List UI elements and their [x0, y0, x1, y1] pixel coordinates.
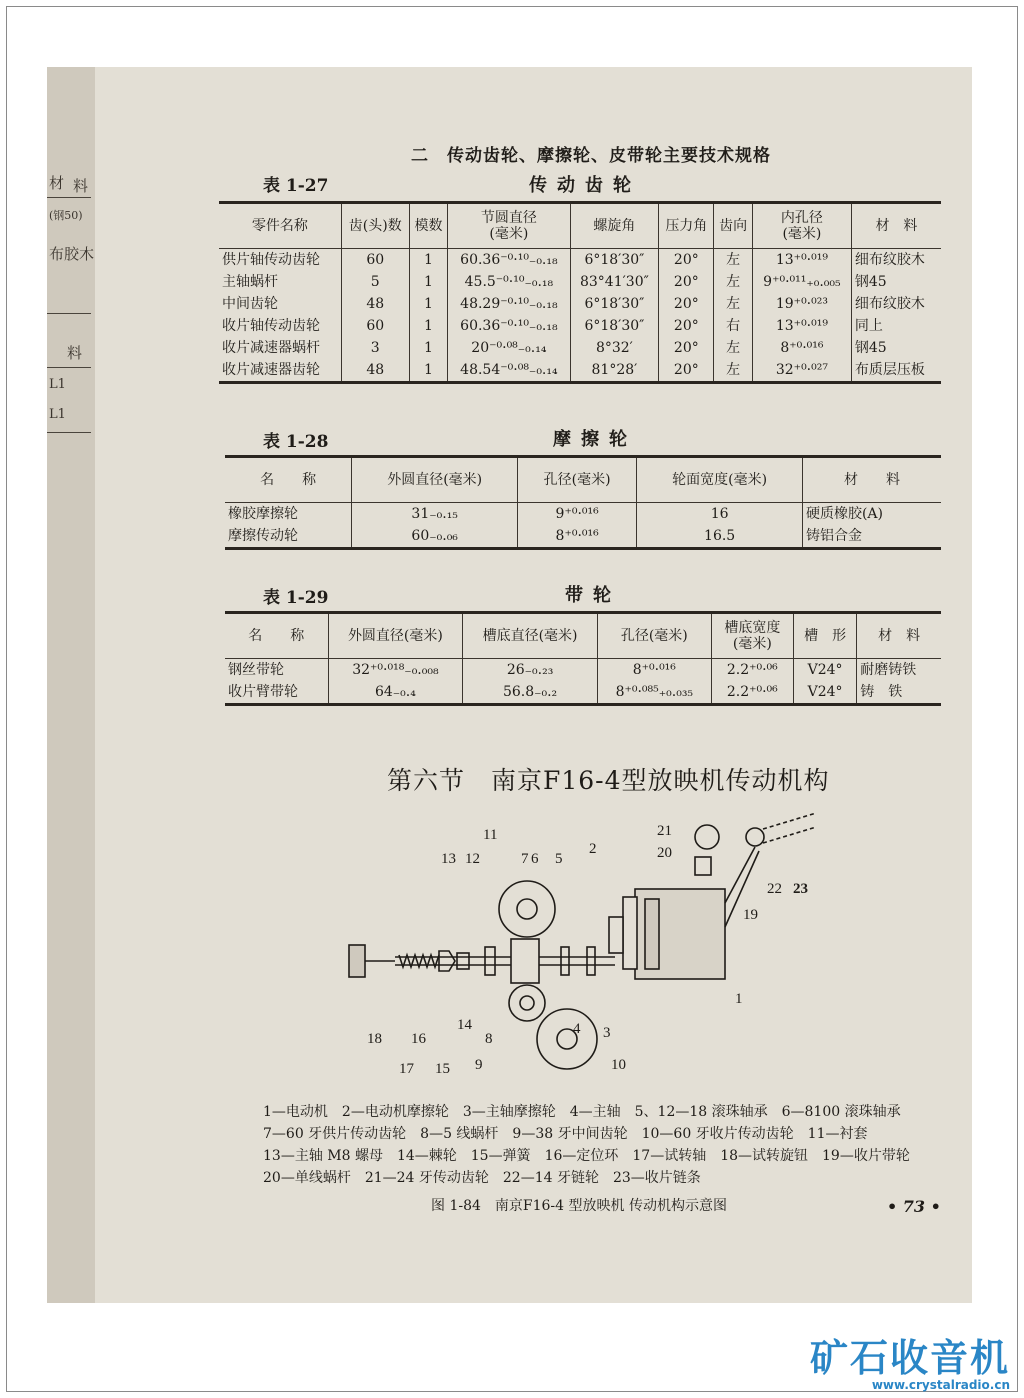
table-cell: 左: [714, 293, 753, 315]
table-cell: 64₋₀.₄: [328, 681, 463, 705]
prev-fragment: 材: [49, 174, 65, 192]
diagram-label: 12: [465, 851, 480, 867]
table-cell: 31₋₀.₁₅: [352, 503, 518, 526]
table-cell: 左: [714, 337, 753, 359]
table-id: 表 1-29: [263, 588, 329, 608]
bearing: [561, 947, 569, 975]
table-row: [219, 249, 941, 272]
table-cell: 5: [341, 271, 409, 293]
table-header-cell: 槽底直径(毫米): [463, 613, 598, 659]
table-header-cell: 齿向: [714, 203, 753, 249]
table-cell: 收片轴传动齿轮: [219, 315, 341, 337]
table-header-cell: 节圆直径 (毫米): [448, 203, 570, 249]
table-cell: 6°18′30″: [570, 249, 659, 272]
table-cell: 8⁺⁰·⁰¹⁶: [518, 525, 637, 549]
figure-caption: 图 1-84 南京F16-4 型放映机 传动机构示意图: [431, 1198, 727, 1214]
diagram-label: 9: [475, 1057, 483, 1073]
table-header-cell: 材 料: [851, 203, 941, 249]
table-cell: 32⁺⁰·⁰²⁷: [752, 359, 851, 383]
table-cell: 16: [637, 503, 803, 526]
table-cell: 收片臂带轮: [225, 681, 328, 705]
table-id: 表 1-27: [263, 176, 329, 196]
table-cell: 20°: [659, 337, 714, 359]
table-header-cell: 名 称: [225, 613, 328, 659]
table-cell: 60: [341, 315, 409, 337]
table-cell: 细布纹胶木: [854, 252, 925, 268]
table-cell: 60: [341, 249, 409, 272]
table-cell: 细布纹胶木: [854, 296, 925, 312]
table-cell: 摩擦传动轮: [225, 525, 352, 549]
book-page: [95, 67, 972, 1303]
table-cell: V24°: [793, 659, 856, 682]
table-header-cell: 槽 形: [793, 613, 856, 659]
table-header-cell: 名 称: [225, 457, 352, 503]
prev-fragment: L1: [49, 407, 66, 422]
diagram-label: 5: [555, 851, 563, 867]
table-header-cell: 齿(头)数: [341, 203, 409, 249]
diagram-label: 16: [411, 1031, 426, 1047]
table-cell: 1: [409, 359, 448, 383]
table-cell: 8⁺⁰·⁰¹⁶: [597, 659, 711, 682]
sprocket: [746, 828, 764, 846]
table-gears: [219, 201, 941, 384]
diagram-label: 4: [573, 1021, 581, 1037]
prev-fragment: 布胶木: [49, 245, 95, 263]
table-cell: 铸铝合金: [805, 528, 862, 544]
scanned-page: [47, 67, 972, 1303]
diagram-label: 2: [589, 841, 597, 857]
table-cell: 20⁻⁰·⁰⁸₋₀.₁₄: [448, 337, 570, 359]
diagram-label: 15: [435, 1061, 450, 1077]
diagram-label: 11: [483, 827, 498, 843]
diagram-label: 14: [457, 1017, 472, 1033]
diagram-label: 13: [441, 851, 456, 867]
watermark-url: www.crystalradio.cn: [871, 1378, 1010, 1392]
table-cell: 收片减速器蜗杆: [219, 337, 341, 359]
watermark-title: 矿石收音机: [809, 1336, 1010, 1380]
supply-gear: [499, 881, 555, 937]
table-cell: 13⁺⁰·⁰¹⁹: [752, 249, 851, 272]
transmission-diagram: [335, 807, 815, 1107]
table-cell: 9⁺⁰·⁰¹¹₊₀.₀₀₅: [752, 271, 851, 293]
diagram-label: 18: [367, 1031, 382, 1047]
table-cell: 13⁺⁰·⁰¹⁹: [752, 315, 851, 337]
table-cell: 主轴蜗杆: [219, 271, 341, 293]
table-cell: 1: [409, 271, 448, 293]
table-header-cell: 孔径(毫米): [597, 613, 711, 659]
table-cell: V24°: [793, 681, 856, 705]
prev-fragment: 料: [67, 344, 83, 362]
table-friction-wheels: [225, 455, 941, 550]
ratchet: [439, 951, 455, 971]
table-cell: 16.5: [637, 525, 803, 549]
intermediate-gear: [509, 985, 545, 1021]
diagram-label: 3: [603, 1025, 611, 1041]
table-row: [225, 525, 941, 549]
table-cell: 2.2⁺⁰·⁰⁶: [711, 681, 793, 705]
table-cell: 6°18′30″: [570, 315, 659, 337]
table-cell: 钢45: [854, 274, 887, 290]
worm: [511, 939, 539, 983]
table-cell: 60.36⁻⁰·¹⁰₋₀.₁₈: [448, 249, 570, 272]
table-header-cell: 槽底宽度 (毫米): [711, 613, 793, 659]
table-caption: 传动齿轮: [529, 175, 641, 196]
table-cell: 20°: [659, 293, 714, 315]
legend-line: 20—单线蜗杆 21—24 牙传动齿轮 22—14 牙链轮 23—收片链条: [263, 1170, 701, 1186]
table-cell: 铸 铁: [860, 684, 903, 700]
table-cell: 48: [341, 293, 409, 315]
table-cell: 19⁺⁰·⁰²³: [752, 293, 851, 315]
diagram-label: 20: [657, 845, 672, 861]
table-row: [225, 681, 941, 705]
table-cell: 1: [409, 293, 448, 315]
table-cell: 橡胶摩擦轮: [225, 503, 352, 526]
table-cell: 布质层压板: [854, 362, 925, 378]
table-cell: 耐磨铸铁: [860, 662, 917, 678]
table-row: [219, 359, 941, 383]
table-cell: 20°: [659, 249, 714, 272]
diagram-label: 22: [767, 881, 782, 897]
table-id: 表 1-28: [263, 432, 329, 452]
diagram-label: 23: [793, 881, 808, 897]
table-cell: 45.5⁻⁰·¹⁰₋₀.₁₈: [448, 271, 570, 293]
diagram-label: 6: [531, 851, 539, 867]
table-cell: 左: [714, 271, 753, 293]
table-header-cell: 压力角: [659, 203, 714, 249]
diagram-label: 19: [743, 907, 758, 923]
page-number: • 73 •: [887, 1197, 941, 1216]
table-cell: 8°32′: [570, 337, 659, 359]
bearing: [485, 947, 495, 975]
diagram-label: 8: [485, 1031, 493, 1047]
table-cell: 48.54⁻⁰·⁰⁸₋₀.₁₄: [448, 359, 570, 383]
legend-line: 7—60 牙供片传动齿轮 8—5 线蜗杆 9—38 牙中间齿轮 10—60 牙收片传动齿轮 11—衬套: [263, 1126, 868, 1142]
page-heading: 二 传动齿轮、摩擦轮、皮带轮主要技术规格: [411, 146, 771, 166]
diagram-label: 1: [735, 991, 743, 1007]
table-cell: 1: [409, 315, 448, 337]
table-cell: 8⁺⁰·⁰⁸⁵₊₀.₀₃₅: [597, 681, 711, 705]
table-header-cell: 模数: [409, 203, 448, 249]
diagram-label: 17: [399, 1061, 414, 1077]
prev-fragment: L1: [49, 377, 66, 392]
diagram-label: 10: [611, 1057, 626, 1073]
table-row: [225, 659, 941, 682]
prev-fragment: 料: [73, 177, 89, 195]
table-cell: 中间齿轮: [219, 293, 341, 315]
table-header-cell: 外圆直径(毫米): [328, 613, 463, 659]
table-cell: 20°: [659, 315, 714, 337]
table-header-cell: 材 料: [802, 457, 941, 503]
table-cell: 9⁺⁰·⁰¹⁶: [518, 503, 637, 526]
table-header-cell: 螺旋角: [570, 203, 659, 249]
table-cell: 1: [409, 249, 448, 272]
legend-line: 1—电动机 2—电动机摩擦轮 3—主轴摩擦轮 4—主轴 5、12—18 滚珠轴承 6—8100 滚珠轴承: [263, 1104, 901, 1120]
table-cell: 60.36⁻⁰·¹⁰₋₀.₁₈: [448, 315, 570, 337]
table-cell: 硬质橡胶(A): [805, 506, 884, 522]
table-cell: 钢45: [854, 340, 887, 356]
table-cell: 20°: [659, 359, 714, 383]
takeup-gear: [537, 1009, 597, 1069]
table-cell: 32⁺⁰·⁰¹⁸₋₀.₀₀₈: [328, 659, 463, 682]
test-knob: [349, 945, 365, 977]
table-cell: 48.29⁻⁰·¹⁰₋₀.₁₈: [448, 293, 570, 315]
table-cell: 60₋₀.₀₆: [352, 525, 518, 549]
table-cell: 收片减速器齿轮: [219, 359, 341, 383]
table-cell: 钢丝带轮: [225, 659, 328, 682]
diagram-label: 21: [657, 823, 672, 839]
worm-gear: [695, 825, 719, 849]
table-row: [225, 503, 941, 526]
chain: [763, 811, 815, 829]
table-header-cell: 内孔径 (毫米): [752, 203, 851, 249]
figure-legend: [263, 1101, 910, 1189]
table-cell: 3: [341, 337, 409, 359]
prev-fragment: (钢50): [49, 209, 83, 222]
table-header-cell: 材 料: [857, 613, 941, 659]
table-belt-pulleys: [225, 611, 941, 706]
table-cell: 56.8₋₀.₂: [463, 681, 598, 705]
previous-page-edge: [47, 67, 97, 1303]
table-cell: 2.2⁺⁰·⁰⁶: [711, 659, 793, 682]
table-cell: 26₋₀.₂₃: [463, 659, 598, 682]
table-cell: 48: [341, 359, 409, 383]
diagram-label: 7: [521, 851, 529, 867]
table-cell: 81°28′: [570, 359, 659, 383]
section-title: 第六节 南京F16-4型放映机传动机构: [387, 766, 830, 795]
bearing: [587, 947, 595, 975]
table-cell: 1: [409, 337, 448, 359]
table-header-cell: 零件名称: [219, 203, 341, 249]
table-caption: 带轮: [565, 585, 621, 606]
table-cell: 8⁺⁰·⁰¹⁶: [752, 337, 851, 359]
table-cell: 83°41′30″: [570, 271, 659, 293]
table-header-cell: 外圆直径(毫米): [352, 457, 518, 503]
table-cell: 左: [714, 359, 753, 383]
table-row: [219, 315, 941, 337]
table-cell: 20°: [659, 271, 714, 293]
table-cell: 左: [714, 249, 753, 272]
site-watermark: [810, 1338, 1010, 1392]
table-header-cell: 孔径(毫米): [518, 457, 637, 503]
table-row: [219, 337, 941, 359]
table-header-cell: 轮面宽度(毫米): [637, 457, 803, 503]
table-cell: 右: [714, 315, 753, 337]
table-caption: 摩擦轮: [553, 429, 637, 450]
table-row: [219, 271, 941, 293]
table-row: [219, 293, 941, 315]
table-cell: 供片轴传动齿轮: [219, 249, 341, 272]
legend-line: 13—主轴 M8 螺母 14—棘轮 15—弹簧 16—定位环 17—试转轴 18—试转旋钮 19—收片带轮: [263, 1148, 910, 1164]
table-cell: 同上: [854, 318, 883, 334]
motor-friction-wheel: [623, 897, 637, 969]
table-cell: 6°18′30″: [570, 293, 659, 315]
